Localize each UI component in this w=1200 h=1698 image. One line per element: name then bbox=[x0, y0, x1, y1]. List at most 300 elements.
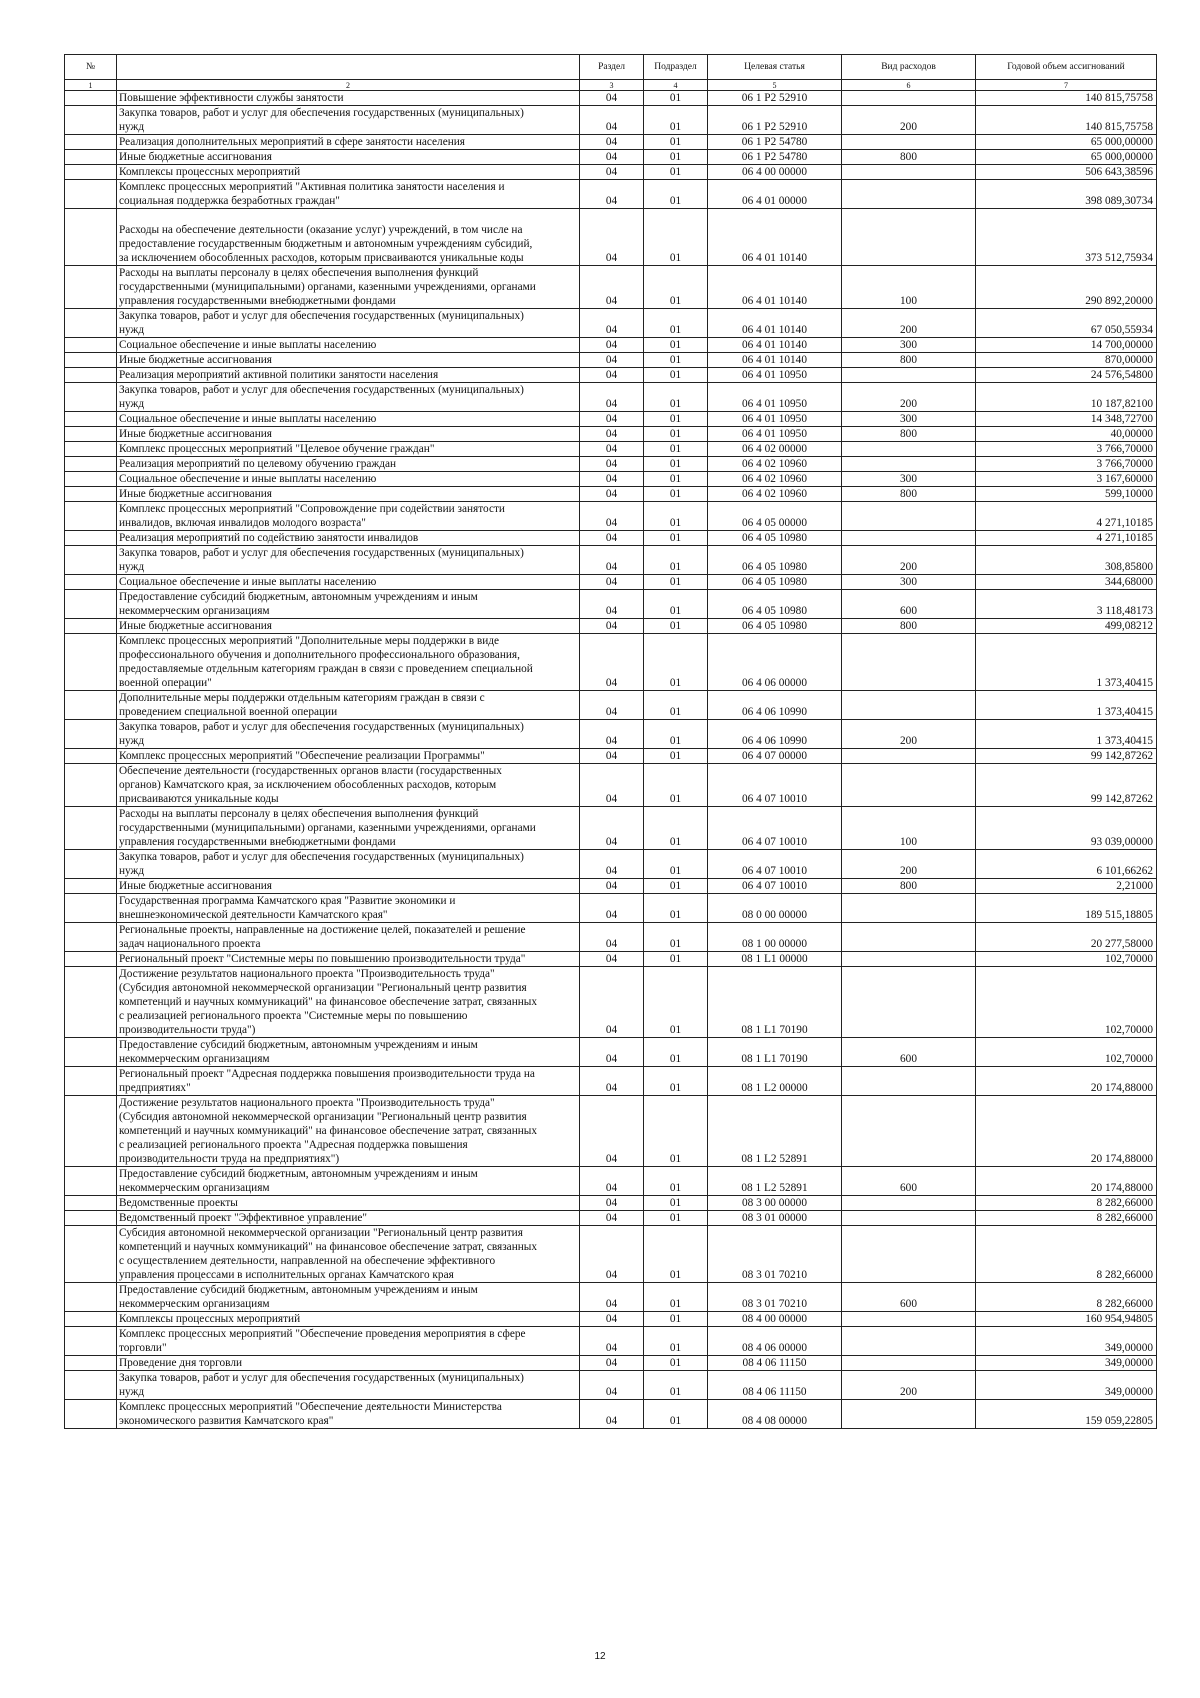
cell-name: Реализация мероприятий активной политики занятости населения bbox=[117, 368, 580, 383]
cell-number bbox=[65, 106, 117, 135]
cell-expense-type bbox=[842, 894, 976, 923]
cell-name: Комплексы процессных мероприятий bbox=[117, 1312, 580, 1327]
cell-name: Комплекс процессных мероприятий "Обеспечение проведения мероприятия в сфере торговли" bbox=[117, 1327, 580, 1356]
cell-razdel: 04 bbox=[580, 1167, 644, 1196]
cell-annual-volume: 14 348,72700 bbox=[976, 412, 1157, 427]
table-row bbox=[65, 619, 1157, 634]
cell-razdel: 04 bbox=[580, 338, 644, 353]
cell-razdel: 04 bbox=[580, 952, 644, 967]
table-row bbox=[65, 1371, 1157, 1400]
cell-name: Комплекс процессных мероприятий "Целевое обучение граждан" bbox=[117, 442, 580, 457]
cell-annual-volume: 140 815,75758 bbox=[976, 91, 1157, 106]
cell-annual-volume: 20 174,88000 bbox=[976, 1167, 1157, 1196]
cell-razdel: 04 bbox=[580, 368, 644, 383]
column-number: 5 bbox=[708, 80, 842, 91]
cell-number bbox=[65, 879, 117, 894]
cell-expense-type bbox=[842, 1211, 976, 1226]
cell-annual-volume: 14 700,00000 bbox=[976, 338, 1157, 353]
table-row bbox=[65, 1283, 1157, 1312]
cell-name: Предоставление субсидий бюджетным, автономным учреждениям и иным некоммерческим организациям bbox=[117, 1167, 580, 1196]
cell-name: Закупка товаров, работ и услуг для обеспечения государственных (муниципальных) нужд bbox=[117, 106, 580, 135]
cell-expense-type: 800 bbox=[842, 487, 976, 502]
cell-annual-volume: 189 515,18805 bbox=[976, 894, 1157, 923]
cell-target-article: 06 4 01 10140 bbox=[708, 266, 842, 309]
cell-number bbox=[65, 266, 117, 309]
cell-annual-volume: 140 815,75758 bbox=[976, 106, 1157, 135]
cell-name: Проведение дня торговли bbox=[117, 1356, 580, 1371]
cell-number bbox=[65, 209, 117, 266]
cell-annual-volume: 4 271,10185 bbox=[976, 502, 1157, 531]
cell-expense-type bbox=[842, 209, 976, 266]
cell-expense-type bbox=[842, 1067, 976, 1096]
cell-podrazdel: 01 bbox=[644, 383, 708, 412]
cell-number bbox=[65, 1167, 117, 1196]
cell-razdel: 04 bbox=[580, 720, 644, 749]
cell-target-article: 06 4 02 10960 bbox=[708, 472, 842, 487]
header-row bbox=[65, 55, 1157, 80]
cell-podrazdel: 01 bbox=[644, 967, 708, 1038]
cell-number bbox=[65, 619, 117, 634]
cell-name: Ведомственный проект "Эффективное управление" bbox=[117, 1211, 580, 1226]
cell-podrazdel: 01 bbox=[644, 427, 708, 442]
cell-expense-type: 200 bbox=[842, 546, 976, 575]
cell-number bbox=[65, 1400, 117, 1429]
cell-number bbox=[65, 764, 117, 807]
cell-expense-type bbox=[842, 1226, 976, 1283]
table-row bbox=[65, 338, 1157, 353]
table-row bbox=[65, 135, 1157, 150]
cell-razdel: 04 bbox=[580, 850, 644, 879]
cell-annual-volume: 349,00000 bbox=[976, 1371, 1157, 1400]
table-row bbox=[65, 368, 1157, 383]
table-row bbox=[65, 749, 1157, 764]
cell-podrazdel: 01 bbox=[644, 531, 708, 546]
cell-razdel: 04 bbox=[580, 1096, 644, 1167]
cell-annual-volume: 599,10000 bbox=[976, 487, 1157, 502]
cell-razdel: 04 bbox=[580, 427, 644, 442]
cell-expense-type bbox=[842, 952, 976, 967]
cell-razdel: 04 bbox=[580, 1211, 644, 1226]
cell-razdel: 04 bbox=[580, 1312, 644, 1327]
cell-annual-volume: 102,70000 bbox=[976, 952, 1157, 967]
cell-razdel: 04 bbox=[580, 442, 644, 457]
cell-annual-volume: 65 000,00000 bbox=[976, 150, 1157, 165]
cell-podrazdel: 01 bbox=[644, 879, 708, 894]
cell-annual-volume: 308,85800 bbox=[976, 546, 1157, 575]
cell-razdel: 04 bbox=[580, 546, 644, 575]
cell-target-article: 06 4 07 10010 bbox=[708, 807, 842, 850]
cell-annual-volume: 65 000,00000 bbox=[976, 135, 1157, 150]
cell-name: Закупка товаров, работ и услуг для обеспечения государственных (муниципальных) нужд bbox=[117, 850, 580, 879]
cell-razdel: 04 bbox=[580, 894, 644, 923]
cell-number bbox=[65, 952, 117, 967]
column-number: 7 bbox=[976, 80, 1157, 91]
cell-name: Иные бюджетные ассигнования bbox=[117, 150, 580, 165]
cell-razdel: 04 bbox=[580, 691, 644, 720]
cell-expense-type bbox=[842, 1327, 976, 1356]
table-row bbox=[65, 850, 1157, 879]
cell-number bbox=[65, 502, 117, 531]
cell-name: Предоставление субсидий бюджетным, автономным учреждениям и иным некоммерческим организациям bbox=[117, 1038, 580, 1067]
column-number: 4 bbox=[644, 80, 708, 91]
cell-annual-volume: 67 050,55934 bbox=[976, 309, 1157, 338]
table-row bbox=[65, 1167, 1157, 1196]
cell-podrazdel: 01 bbox=[644, 764, 708, 807]
cell-expense-type: 200 bbox=[842, 309, 976, 338]
table-row bbox=[65, 1067, 1157, 1096]
cell-expense-type: 200 bbox=[842, 1371, 976, 1400]
cell-expense-type bbox=[842, 749, 976, 764]
cell-expense-type: 800 bbox=[842, 353, 976, 368]
table-row bbox=[65, 764, 1157, 807]
cell-expense-type bbox=[842, 502, 976, 531]
cell-name: Иные бюджетные ассигнования bbox=[117, 619, 580, 634]
cell-target-article: 06 4 01 10140 bbox=[708, 353, 842, 368]
cell-name: Расходы на выплаты персоналу в целях обеспечения выполнения функций государственными (муниципальными) органами, казенными учреждениями, органами управления государственными внебюджетными фондами bbox=[117, 266, 580, 309]
cell-annual-volume: 20 174,88000 bbox=[976, 1067, 1157, 1096]
cell-number bbox=[65, 590, 117, 619]
cell-name: Региональный проект "Системные меры по повышению производительности труда" bbox=[117, 952, 580, 967]
cell-podrazdel: 01 bbox=[644, 106, 708, 135]
cell-number bbox=[65, 309, 117, 338]
cell-name: Закупка товаров, работ и услуг для обеспечения государственных (муниципальных) нужд bbox=[117, 383, 580, 412]
cell-podrazdel: 01 bbox=[644, 91, 708, 106]
cell-podrazdel: 01 bbox=[644, 590, 708, 619]
cell-razdel: 04 bbox=[580, 180, 644, 209]
cell-razdel: 04 bbox=[580, 967, 644, 1038]
cell-razdel: 04 bbox=[580, 165, 644, 180]
cell-target-article: 08 1 L2 00000 bbox=[708, 1067, 842, 1096]
cell-podrazdel: 01 bbox=[644, 135, 708, 150]
table-row bbox=[65, 383, 1157, 412]
cell-number bbox=[65, 575, 117, 590]
cell-annual-volume: 1 373,40415 bbox=[976, 720, 1157, 749]
cell-target-article: 08 4 06 11150 bbox=[708, 1371, 842, 1400]
cell-annual-volume: 10 187,82100 bbox=[976, 383, 1157, 412]
table-row bbox=[65, 1400, 1157, 1429]
cell-number bbox=[65, 1312, 117, 1327]
budget-table bbox=[64, 54, 1157, 1429]
cell-number bbox=[65, 1226, 117, 1283]
table-row bbox=[65, 180, 1157, 209]
cell-number bbox=[65, 967, 117, 1038]
budget-table-sheet bbox=[64, 54, 1156, 1429]
table-row bbox=[65, 353, 1157, 368]
cell-name: Комплекс процессных мероприятий "Обеспечение деятельности Министерства экономического развития Камчатского края" bbox=[117, 1400, 580, 1429]
column-number-row bbox=[65, 80, 1157, 91]
cell-target-article: 06 1 P2 52910 bbox=[708, 106, 842, 135]
cell-name: Достижение результатов национального проекта "Производительность труда" (Субсидия автономной некоммерческой организации "Региональный центр развития компетенций и научных коммуникаций" на финансовое обеспечение затрат, связанных с реализацией регионального проекта "Адресная поддержка повышения производительности труда на предприятиях") bbox=[117, 1096, 580, 1167]
column-number: 2 bbox=[117, 80, 580, 91]
cell-razdel: 04 bbox=[580, 383, 644, 412]
cell-number bbox=[65, 472, 117, 487]
cell-target-article: 06 4 06 00000 bbox=[708, 634, 842, 691]
cell-number bbox=[65, 135, 117, 150]
cell-annual-volume: 8 282,66000 bbox=[976, 1196, 1157, 1211]
cell-expense-type: 600 bbox=[842, 1167, 976, 1196]
table-row bbox=[65, 590, 1157, 619]
cell-name: Комплекс процессных мероприятий "Дополнительные меры поддержки в виде профессионального обучения и дополнительного профессионального образования, предоставляемые отдельным категориям граждан в связи с проведением специальной военной операции" bbox=[117, 634, 580, 691]
header-expense-type: Вид расходов bbox=[842, 55, 976, 80]
cell-annual-volume: 499,08212 bbox=[976, 619, 1157, 634]
cell-target-article: 06 4 06 10990 bbox=[708, 720, 842, 749]
cell-number bbox=[65, 850, 117, 879]
page-number: 12 bbox=[594, 1651, 606, 1662]
cell-podrazdel: 01 bbox=[644, 1400, 708, 1429]
cell-razdel: 04 bbox=[580, 457, 644, 472]
cell-razdel: 04 bbox=[580, 590, 644, 619]
cell-expense-type bbox=[842, 442, 976, 457]
cell-podrazdel: 01 bbox=[644, 1371, 708, 1400]
cell-target-article: 06 4 01 10140 bbox=[708, 338, 842, 353]
cell-number bbox=[65, 1211, 117, 1226]
table-row bbox=[65, 531, 1157, 546]
cell-target-article: 06 4 01 00000 bbox=[708, 180, 842, 209]
cell-podrazdel: 01 bbox=[644, 338, 708, 353]
cell-razdel: 04 bbox=[580, 531, 644, 546]
cell-razdel: 04 bbox=[580, 1283, 644, 1312]
cell-name: Комплекс процессных мероприятий "Сопровождение при содействии занятости инвалидов, включая инвалидов молодого возраста" bbox=[117, 502, 580, 531]
cell-target-article: 06 4 02 00000 bbox=[708, 442, 842, 457]
table-row bbox=[65, 879, 1157, 894]
cell-podrazdel: 01 bbox=[644, 1327, 708, 1356]
cell-razdel: 04 bbox=[580, 749, 644, 764]
cell-expense-type bbox=[842, 368, 976, 383]
cell-razdel: 04 bbox=[580, 1371, 644, 1400]
cell-number bbox=[65, 634, 117, 691]
cell-target-article: 06 4 02 10960 bbox=[708, 487, 842, 502]
cell-podrazdel: 01 bbox=[644, 1312, 708, 1327]
cell-expense-type: 100 bbox=[842, 266, 976, 309]
cell-expense-type: 800 bbox=[842, 879, 976, 894]
cell-target-article: 08 1 L2 52891 bbox=[708, 1167, 842, 1196]
cell-expense-type: 800 bbox=[842, 427, 976, 442]
cell-annual-volume: 8 282,66000 bbox=[976, 1283, 1157, 1312]
cell-razdel: 04 bbox=[580, 1327, 644, 1356]
table-row bbox=[65, 952, 1157, 967]
header-razdel: Раздел bbox=[580, 55, 644, 80]
cell-annual-volume: 3 766,70000 bbox=[976, 457, 1157, 472]
cell-target-article: 06 4 05 10980 bbox=[708, 575, 842, 590]
cell-target-article: 06 4 05 00000 bbox=[708, 502, 842, 531]
cell-razdel: 04 bbox=[580, 807, 644, 850]
table-row bbox=[65, 691, 1157, 720]
cell-podrazdel: 01 bbox=[644, 487, 708, 502]
cell-annual-volume: 2,21000 bbox=[976, 879, 1157, 894]
cell-number bbox=[65, 720, 117, 749]
cell-razdel: 04 bbox=[580, 1400, 644, 1429]
cell-annual-volume: 8 282,66000 bbox=[976, 1226, 1157, 1283]
table-row bbox=[65, 309, 1157, 338]
cell-razdel: 04 bbox=[580, 209, 644, 266]
cell-annual-volume: 93 039,00000 bbox=[976, 807, 1157, 850]
cell-number bbox=[65, 383, 117, 412]
table-row bbox=[65, 472, 1157, 487]
cell-name: Обеспечение деятельности (государственных органов власти (государственных органов) Камчатского края, за исключением обособленных расходов, которым присваиваются уникальные коды bbox=[117, 764, 580, 807]
cell-razdel: 04 bbox=[580, 619, 644, 634]
cell-number bbox=[65, 1067, 117, 1096]
cell-annual-volume: 349,00000 bbox=[976, 1356, 1157, 1371]
cell-razdel: 04 bbox=[580, 879, 644, 894]
cell-number bbox=[65, 91, 117, 106]
cell-podrazdel: 01 bbox=[644, 442, 708, 457]
cell-podrazdel: 01 bbox=[644, 1067, 708, 1096]
cell-number bbox=[65, 412, 117, 427]
cell-target-article: 06 4 00 00000 bbox=[708, 165, 842, 180]
cell-expense-type: 100 bbox=[842, 807, 976, 850]
cell-target-article: 06 4 01 10950 bbox=[708, 412, 842, 427]
table-row bbox=[65, 487, 1157, 502]
cell-name: Субсидия автономной некоммерческой организации "Региональный центр развития компетенций и научных коммуникаций" на финансовое обеспечение затрат, связанных с осуществлением деятельности, направленной на обеспечение эффективного управления процессами в исполнительных органах Камчатского края bbox=[117, 1226, 580, 1283]
cell-annual-volume: 99 142,87262 bbox=[976, 749, 1157, 764]
cell-target-article: 08 1 00 00000 bbox=[708, 923, 842, 952]
cell-number bbox=[65, 427, 117, 442]
cell-target-article: 06 4 02 10960 bbox=[708, 457, 842, 472]
cell-podrazdel: 01 bbox=[644, 1283, 708, 1312]
table-row bbox=[65, 546, 1157, 575]
cell-annual-volume: 1 373,40415 bbox=[976, 634, 1157, 691]
cell-podrazdel: 01 bbox=[644, 1196, 708, 1211]
cell-target-article: 08 4 06 00000 bbox=[708, 1327, 842, 1356]
cell-razdel: 04 bbox=[580, 764, 644, 807]
cell-annual-volume: 870,00000 bbox=[976, 353, 1157, 368]
cell-name: Региональные проекты, направленные на достижение целей, показателей и решение задач национального проекта bbox=[117, 923, 580, 952]
cell-podrazdel: 01 bbox=[644, 165, 708, 180]
cell-number bbox=[65, 442, 117, 457]
cell-annual-volume: 290 892,20000 bbox=[976, 266, 1157, 309]
table-row bbox=[65, 1038, 1157, 1067]
table-row bbox=[65, 427, 1157, 442]
cell-name: Реализация дополнительных мероприятий в сфере занятости населения bbox=[117, 135, 580, 150]
header-name bbox=[117, 55, 580, 80]
cell-number bbox=[65, 807, 117, 850]
table-row bbox=[65, 442, 1157, 457]
cell-target-article: 06 1 P2 54780 bbox=[708, 135, 842, 150]
cell-expense-type: 300 bbox=[842, 338, 976, 353]
cell-number bbox=[65, 353, 117, 368]
cell-name: Достижение результатов национального проекта "Производительность труда" (Субсидия автономной некоммерческой организации "Региональный центр развития компетенций и научных коммуникаций" на финансовое обеспечение затрат, связанных с реализацией регионального проекта "Системные меры по повышению производительности труда") bbox=[117, 967, 580, 1038]
cell-annual-volume: 3 167,60000 bbox=[976, 472, 1157, 487]
cell-target-article: 06 4 01 10950 bbox=[708, 368, 842, 383]
cell-number bbox=[65, 1096, 117, 1167]
cell-annual-volume: 159 059,22805 bbox=[976, 1400, 1157, 1429]
cell-annual-volume: 20 277,58000 bbox=[976, 923, 1157, 952]
table-row bbox=[65, 1211, 1157, 1226]
cell-name: Дополнительные меры поддержки отдельным категориям граждан в связи с проведением специальной военной операции bbox=[117, 691, 580, 720]
table-row bbox=[65, 1327, 1157, 1356]
cell-number bbox=[65, 150, 117, 165]
table-row bbox=[65, 634, 1157, 691]
cell-expense-type: 800 bbox=[842, 150, 976, 165]
column-number: 6 bbox=[842, 80, 976, 91]
cell-name: Государственная программа Камчатского края "Развитие экономики и внешнеэкономической деятельности Камчатского края" bbox=[117, 894, 580, 923]
cell-annual-volume: 506 643,38596 bbox=[976, 165, 1157, 180]
cell-target-article: 08 1 L1 00000 bbox=[708, 952, 842, 967]
cell-annual-volume: 3 118,48173 bbox=[976, 590, 1157, 619]
cell-annual-volume: 20 174,88000 bbox=[976, 1096, 1157, 1167]
cell-target-article: 08 1 L1 70190 bbox=[708, 1038, 842, 1067]
table-row bbox=[65, 1226, 1157, 1283]
cell-annual-volume: 373 512,75934 bbox=[976, 209, 1157, 266]
table-row bbox=[65, 967, 1157, 1038]
cell-number bbox=[65, 1327, 117, 1356]
cell-podrazdel: 01 bbox=[644, 309, 708, 338]
cell-target-article: 06 4 05 10980 bbox=[708, 546, 842, 575]
cell-target-article: 06 4 01 10950 bbox=[708, 383, 842, 412]
cell-annual-volume: 349,00000 bbox=[976, 1327, 1157, 1356]
cell-name: Иные бюджетные ассигнования bbox=[117, 427, 580, 442]
cell-target-article: 06 4 05 10980 bbox=[708, 619, 842, 634]
table-row bbox=[65, 1196, 1157, 1211]
cell-expense-type bbox=[842, 764, 976, 807]
cell-podrazdel: 01 bbox=[644, 850, 708, 879]
cell-target-article: 06 4 01 10140 bbox=[708, 309, 842, 338]
cell-podrazdel: 01 bbox=[644, 1038, 708, 1067]
cell-expense-type bbox=[842, 923, 976, 952]
table-row bbox=[65, 150, 1157, 165]
cell-expense-type bbox=[842, 691, 976, 720]
cell-annual-volume: 24 576,54800 bbox=[976, 368, 1157, 383]
cell-number bbox=[65, 165, 117, 180]
cell-razdel: 04 bbox=[580, 1226, 644, 1283]
cell-podrazdel: 01 bbox=[644, 575, 708, 590]
cell-name: Закупка товаров, работ и услуг для обеспечения государственных (муниципальных) нужд bbox=[117, 309, 580, 338]
table-row bbox=[65, 894, 1157, 923]
table-row bbox=[65, 575, 1157, 590]
cell-razdel: 04 bbox=[580, 412, 644, 427]
cell-name: Иные бюджетные ассигнования bbox=[117, 487, 580, 502]
cell-podrazdel: 01 bbox=[644, 720, 708, 749]
cell-expense-type bbox=[842, 1096, 976, 1167]
cell-razdel: 04 bbox=[580, 135, 644, 150]
cell-razdel: 04 bbox=[580, 923, 644, 952]
cell-target-article: 06 1 P2 52910 bbox=[708, 91, 842, 106]
cell-expense-type: 600 bbox=[842, 590, 976, 619]
cell-target-article: 06 4 01 10140 bbox=[708, 209, 842, 266]
cell-podrazdel: 01 bbox=[644, 472, 708, 487]
cell-name: Комплекс процессных мероприятий "Активная политика занятости населения и социальная поддержка безработных граждан" bbox=[117, 180, 580, 209]
cell-target-article: 08 1 L2 52891 bbox=[708, 1096, 842, 1167]
cell-podrazdel: 01 bbox=[644, 266, 708, 309]
cell-name: Комплекс процессных мероприятий "Обеспечение реализации Программы" bbox=[117, 749, 580, 764]
cell-name: Ведомственные проекты bbox=[117, 1196, 580, 1211]
table-row bbox=[65, 209, 1157, 266]
column-number: 1 bbox=[65, 80, 117, 91]
cell-expense-type bbox=[842, 1312, 976, 1327]
table-row bbox=[65, 502, 1157, 531]
cell-razdel: 04 bbox=[580, 266, 644, 309]
cell-razdel: 04 bbox=[580, 1038, 644, 1067]
cell-razdel: 04 bbox=[580, 1356, 644, 1371]
cell-target-article: 08 0 00 00000 bbox=[708, 894, 842, 923]
cell-podrazdel: 01 bbox=[644, 619, 708, 634]
cell-expense-type: 600 bbox=[842, 1283, 976, 1312]
cell-expense-type bbox=[842, 165, 976, 180]
cell-target-article: 06 4 07 10010 bbox=[708, 879, 842, 894]
cell-podrazdel: 01 bbox=[644, 894, 708, 923]
cell-razdel: 04 bbox=[580, 150, 644, 165]
cell-annual-volume: 102,70000 bbox=[976, 1038, 1157, 1067]
cell-number bbox=[65, 531, 117, 546]
cell-podrazdel: 01 bbox=[644, 502, 708, 531]
cell-razdel: 04 bbox=[580, 575, 644, 590]
cell-podrazdel: 01 bbox=[644, 807, 708, 850]
cell-target-article: 08 3 00 00000 bbox=[708, 1196, 842, 1211]
cell-annual-volume: 4 271,10185 bbox=[976, 531, 1157, 546]
cell-name: Расходы на выплаты персоналу в целях обеспечения выполнения функций государственными (муниципальными) органами, казенными учреждениями, органами управления государственными внебюджетными фондами bbox=[117, 807, 580, 850]
cell-podrazdel: 01 bbox=[644, 1167, 708, 1196]
cell-target-article: 06 4 06 10990 bbox=[708, 691, 842, 720]
